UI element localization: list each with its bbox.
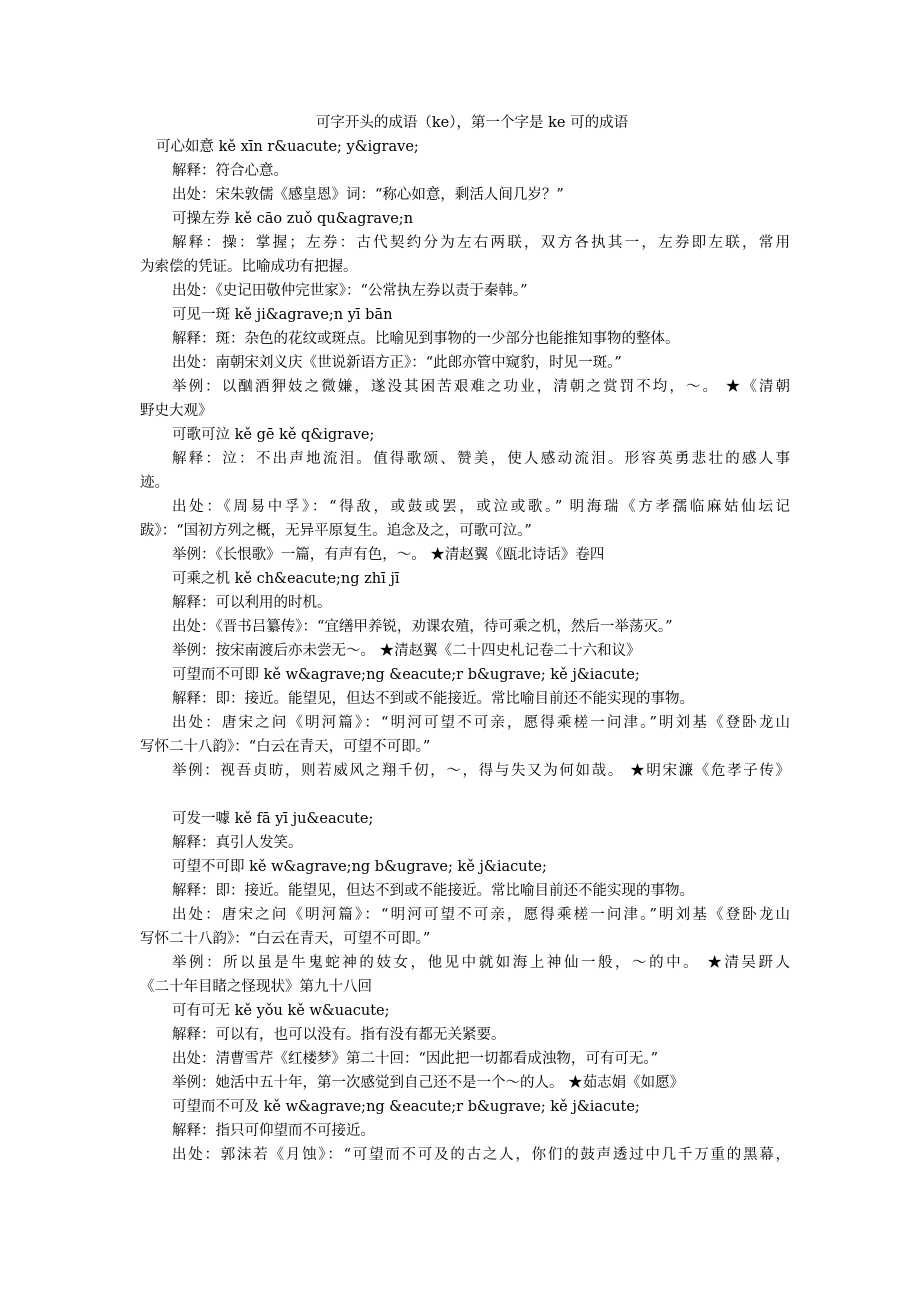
idiom-heading: 可有可无 kě yǒu kě w&uacute; [172, 1003, 390, 1019]
example-continuation: 野史大观》 [140, 403, 213, 419]
source-line: 出处：南朝宋刘义庆《世说新语方正》：“此郎亦管中窥豹，时见一斑。” [172, 355, 622, 371]
definition-line: 解释：泣：不出声地流泪。值得歌颂、赞美，使人感动流泪。形容英勇悲壮的感人事 [172, 451, 790, 467]
example-line: 举例：按宋南渡后亦未尝无～。 ★清赵翼《二十四史札记卷二十六和议》 [172, 643, 641, 659]
idiom-heading: 可望而不可即 kě w&agrave;ng &eacute;r b&ugrave; kě j&iacute; [172, 667, 640, 683]
example-line: 举例：《长恨歌》一篇，有声有色，～。 ★清赵翼《瓯北诗话》卷四 [172, 547, 605, 563]
example-continuation: 《二十年目睹之怪现状》第九十八回 [140, 979, 372, 995]
example-line: 举例：视吾贞昉，则若威风之翔千仞，～，得与失又为何如哉。 ★明宋濂《危孝子传》 [172, 763, 790, 779]
source-line: 出处：《史记田敬仲完世家》：“公常执左券以责于秦韩。” [172, 283, 528, 299]
definition-line: 解释：斑：杂色的花纹或斑点。比喻见到事物的一少部分也能推知事物的整体。 [172, 331, 680, 347]
source-line: 出处：郭沫若《月蚀》：“可望而不可及的古之人，你们的鼓声透过中几千万重的黑幕， [172, 1147, 790, 1163]
definition-continuation: 迹。 [140, 475, 169, 491]
definition-line: 解释：符合心意。 [172, 163, 288, 179]
idiom-heading: 可乘之机 kě ch&eacute;ng zhī jī [172, 571, 400, 587]
idiom-heading: 可歌可泣 kě gē kě q&igrave; [172, 427, 375, 443]
definition-line: 解释：即：接近。能望见，但达不到或不能接近。常比喻目前还不能实现的事物。 [172, 883, 694, 899]
definition-line: 解释：即：接近。能望见，但达不到或不能接近。常比喻目前还不能实现的事物。 [172, 691, 694, 707]
source-line: 出处：宋朱敦儒《感皇恩》词：“称心如意，剩活人间几岁？” [172, 187, 564, 203]
source-continuation: 写怀二十八韵》：“白云在青天，可望不可即。” [140, 931, 431, 947]
definition-continuation: 为索偿的凭证。比喻成功有把握。 [140, 259, 358, 275]
idiom-heading: 可见一斑 kě ji&agrave;n yī bān [172, 307, 393, 323]
source-line: 出处：《晋书吕纂传》：“宜缮甲养锐，劝课农殖，待可乘之机，然后一举荡灭。” [172, 619, 673, 635]
example-line: 举例：以酗酒狎妓之微嫌，遂没其困苦艰难之功业，清朝之赏罚不均，～。 ★《清朝 [172, 379, 790, 395]
definition-line: 解释：指只可仰望而不可接近。 [172, 1123, 375, 1139]
blank-line [140, 783, 790, 807]
source-continuation: 跋》：“国初方列之概，无异平原复生。追念及之，可歌可泣。” [140, 523, 532, 539]
definition-line: 解释：可以有，也可以没有。指有没有都无关紧要。 [172, 1027, 506, 1043]
source-line: 出处：唐宋之问《明河篇》：“明河可望不可亲，愿得乘槎一问津。”明刘基《登卧龙山 [172, 907, 790, 923]
source-line: 出处：唐宋之问《明河篇》：“明河可望不可亲，愿得乘槎一问津。”明刘基《登卧龙山 [172, 715, 790, 731]
example-line: 举例：所以虽是牛鬼蛇神的妓女，他见中就如海上神仙一般，～的中。 ★清吴趼人 [172, 955, 790, 971]
document-page [140, 111, 790, 1167]
idiom-heading: 可望而不可及 kě w&agrave;ng &eacute;r b&ugrave; kě j&iacute; [172, 1099, 640, 1115]
idiom-heading: 可心如意 kě xīn r&uacute; y&igrave; [156, 139, 419, 155]
source-line: 出处：清曹雪芹《红楼梦》第二十回：“因此把一切都看成浊物，可有可无。” [172, 1051, 659, 1067]
idiom-heading: 可望不可即 kě w&agrave;ng b&ugrave; kě j&iacute; [172, 859, 547, 875]
source-line: 出处：《周易中孚》：“得敌，或鼓或罢，或泣或歌。” 明海瑞《方孝孺临麻姑仙坛记 [172, 499, 790, 515]
definition-line: 解释：真引人发笑。 [172, 835, 303, 851]
definition-line: 解释：可以利用的时机。 [172, 595, 332, 611]
idiom-heading: 可操左券 kě cāo zuǒ qu&agrave;n [172, 211, 414, 227]
source-continuation: 写怀二十八韵》：“白云在青天，可望不可即。” [140, 739, 431, 755]
document-title: 可字开头的成语（ke），第一个字是 ke 可的成语 [315, 115, 629, 131]
definition-line: 解释：操：掌握；左券：古代契约分为左右两联，双方各执其一，左券即左联，常用 [172, 235, 790, 251]
idiom-heading: 可发一噱 kě fā yī ju&eacute; [172, 811, 374, 827]
example-line: 举例：她活中五十年，第一次感觉到自己还不是一个～的人。 ★茹志娟《如愿》 [172, 1075, 685, 1091]
